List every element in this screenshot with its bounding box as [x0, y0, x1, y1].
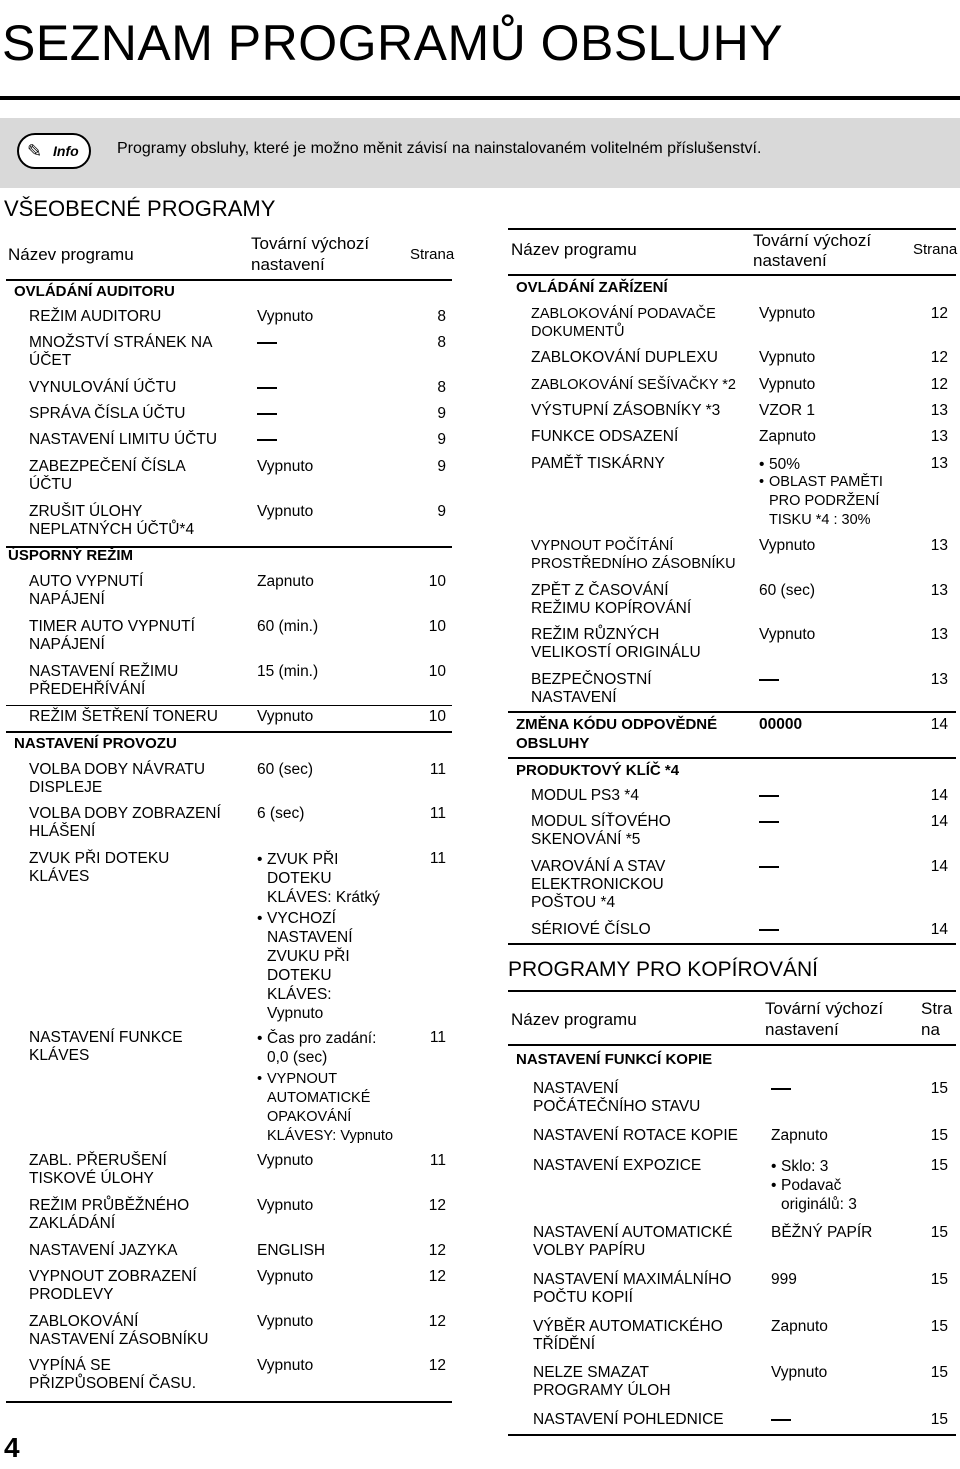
- row-job-programs-page: 15: [930, 1364, 948, 1381]
- row-output-trays-page: 13: [930, 402, 948, 419]
- copy-col-default-header-2: nastavení: [765, 1020, 839, 1039]
- row-interrupt-lock-name: ZABL. PŘERUŠENÍ TISKOVÉ ÚLOHY: [29, 1152, 167, 1187]
- table-rule: [508, 1044, 956, 1046]
- right-col-default-header-2: nastavení: [753, 251, 827, 270]
- row-time-adjust-name: VYPÍNÁ SE PŘIZPŮSOBENÍ ČASU.: [29, 1357, 197, 1392]
- row-card-shot-page: 15: [930, 1411, 948, 1428]
- row-cancel-invalid-jobs-page: 9: [437, 503, 446, 520]
- group-copy: NASTAVENÍ FUNKCÍ KOPIE: [516, 1051, 713, 1068]
- row-mixed-originals-name: REŽIM RŮZNÝCH VELIKOSTÍ ORIGINÁLU: [531, 626, 701, 661]
- row-exposure-page: 15: [930, 1157, 948, 1174]
- right-col-page-header: Strana: [913, 241, 958, 258]
- row-output-trays-default: VZOR 1: [759, 402, 815, 419]
- row-job-programs-default: Vypnuto: [771, 1364, 828, 1381]
- row-ps3-name: MODUL PS3 *4: [531, 787, 639, 804]
- row-auditor-mode-name: REŽIM AUDITORU: [29, 308, 162, 325]
- row-security-name: BEZPEČNOSTNÍ NASTAVENÍ: [531, 671, 652, 706]
- row-rotation-page: 15: [930, 1127, 948, 1144]
- row-output-trays-name: VÝSTUPNÍ ZÁSOBNÍKY *3: [531, 402, 721, 419]
- table-rule: [508, 943, 956, 945]
- row-tray-lock-page: 12: [428, 1313, 446, 1330]
- row-serial-default: [759, 921, 779, 939]
- row-message-time-page: 11: [429, 805, 446, 822]
- row-display-return-name: VOLBA DOBY NÁVRATU DISPLEJE: [29, 761, 206, 796]
- row-mixed-originals-page: 13: [930, 626, 948, 643]
- row-continuous-feed-name: REŽIM PRŮBĚŽNÉHO ZAKLÁDÁNÍ: [29, 1197, 190, 1232]
- bullet-mark: •: [257, 1030, 263, 1047]
- col-name-header: Název programu: [8, 245, 134, 264]
- group-device: OVLÁDÁNÍ ZAŘÍZENÍ: [516, 279, 668, 296]
- row-interrupt-lock-default: Vypnuto: [257, 1152, 314, 1169]
- col-page-header: Strana: [410, 246, 455, 263]
- row-duplex-lock-default: Vypnuto: [759, 349, 816, 366]
- row-continuous-feed-default: Vypnuto: [257, 1197, 314, 1214]
- row-account-limit-page: 9: [437, 431, 446, 448]
- row-auto-sort-page: 15: [930, 1318, 948, 1335]
- bullet-mark: •: [759, 474, 765, 490]
- bullet-mark: •: [771, 1158, 777, 1175]
- copy-col-page-header-1: Stra: [921, 999, 953, 1018]
- row-auto-power-timer-default: 60 (min.): [257, 618, 319, 635]
- row-auto-power-off-name: AUTO VYPNUTÍ NAPÁJENÍ: [29, 573, 144, 608]
- copy-col-default-header-1: Tovární výchozí: [765, 999, 884, 1018]
- row-message-time-name: VOLBA DOBY ZOBRAZENÍ HLÁŠENÍ: [29, 805, 221, 840]
- row-feeder-lock-name: ZABLOKOVÁNÍ PODAVAČE DOKUMENTŮ: [531, 306, 716, 340]
- bullet-mark: •: [771, 1177, 777, 1194]
- copy-col-name-header: Název programu: [511, 1010, 637, 1029]
- row-duplex-lock-page: 12: [930, 349, 948, 366]
- row-initial-status-default: [771, 1080, 791, 1098]
- row-account-security-default: Vypnuto: [257, 458, 314, 475]
- group-auditor: OVLÁDÁNÍ AUDITORU: [14, 283, 175, 300]
- row-pages-per-account-page: 8: [437, 334, 446, 351]
- row-max-copies-page: 15: [930, 1271, 948, 1288]
- section-general-title: VŠEOBECNÉ PROGRAMY: [4, 196, 276, 221]
- bullet-mark: •: [759, 456, 765, 473]
- row-pages-per-account-default: [257, 334, 277, 352]
- dash-mark: [257, 413, 277, 415]
- row-middle-tray-count-name: VYPNOUT POČÍTÁNÍ PROSTŘEDNÍHO ZÁSOBNÍKU: [531, 538, 736, 572]
- right-col-default-header-1: Tovární výchozí: [753, 231, 872, 250]
- table-rule: [6, 731, 452, 733]
- row-cancel-invalid-jobs-default: Vypnuto: [257, 503, 314, 520]
- info-text: Programy obsluhy, které je možno měnit závisí na nainstalovaném volitelném příslušenství.: [117, 140, 762, 157]
- table-rule: [508, 757, 956, 759]
- row-account-limit-default: [257, 431, 277, 449]
- dash-mark: [759, 679, 779, 681]
- table-rule: [508, 274, 956, 276]
- row-account-number-page: 9: [437, 405, 446, 422]
- key-function-bullet-1-text: Čas pro zadání: 0,0 (sec): [267, 1030, 377, 1066]
- row-account-number-name: SPRÁVA ČÍSLA ÚČTU: [29, 405, 186, 422]
- info-banner: [0, 118, 960, 188]
- col-default-header-2: nastavení: [251, 255, 325, 274]
- dash-mark: [257, 342, 277, 344]
- row-serial-page: 14: [930, 921, 948, 938]
- row-ps3-page: 14: [930, 787, 948, 804]
- row-security-default: [759, 671, 779, 689]
- row-middle-tray-count-page: 13: [930, 537, 948, 554]
- row-time-adjust-page: 12: [428, 1357, 446, 1374]
- row-offset-page: 13: [930, 428, 948, 445]
- col-default-header-1: Tovární výchozí: [251, 234, 370, 253]
- row-ps3-default: [759, 787, 779, 805]
- exposure-bullet-2-text: Podavač originálů: 3: [781, 1177, 857, 1213]
- operator-code-default: 00000: [759, 716, 803, 733]
- row-exposure-name: NASTAVENÍ EXPOZICE: [533, 1157, 702, 1174]
- page-title: SEZNAM PROGRAMŮ OBSLUHY: [2, 15, 784, 71]
- dash-mark: [759, 821, 779, 823]
- row-max-copies-default: 999: [771, 1271, 797, 1288]
- header-rule: [6, 279, 452, 281]
- section-copy-title: PROGRAMY PRO KOPÍROVÁNÍ: [508, 958, 819, 981]
- row-auto-paper-default: BĚŽNÝ PAPÍR: [771, 1224, 873, 1241]
- memory-bullet-2-text: OBLAST PAMĚTI PRO PODRŽENÍ TISKU *4 : 30%: [769, 474, 883, 528]
- row-time-adjust-default: Vypnuto: [257, 1357, 314, 1374]
- row-copy-timeout-page: 13: [930, 582, 948, 599]
- key-sound-bullet-1-text: ZVUK PŘI DOTEKU KLÁVES: Krátký: [267, 851, 380, 906]
- info-label: Info: [53, 143, 79, 159]
- row-language-name: NASTAVENÍ JAZYKA: [29, 1242, 178, 1259]
- row-stapler-lock-name: ZABLOKOVÁNÍ SEŠÍVAČKY *2: [531, 377, 736, 393]
- row-email-alert-page: 14: [930, 858, 948, 875]
- bullet-mark: •: [257, 910, 263, 927]
- row-language-page: 12: [428, 1242, 446, 1259]
- row-auditor-mode-default: Vypnuto: [257, 308, 314, 325]
- row-display-return-default: 60 (sec): [257, 761, 313, 778]
- row-continuous-feed-page: 12: [428, 1197, 446, 1214]
- row-printer-memory-page: 13: [930, 455, 948, 472]
- row-initial-status-page: 15: [930, 1080, 948, 1097]
- row-offset-name: FUNKCE ODSAZENÍ: [531, 428, 679, 445]
- row-toner-save-page: 10: [428, 708, 446, 725]
- row-copy-timeout-default: 60 (sec): [759, 582, 815, 599]
- row-security-page: 13: [930, 671, 948, 688]
- row-pages-per-account-name: MNOŽSTVÍ STRÁNEK NA ÚČET: [29, 334, 213, 369]
- row-offset-default: Zapnuto: [759, 428, 816, 445]
- dash-mark: [257, 387, 277, 389]
- row-message-time-default: 6 (sec): [257, 805, 305, 822]
- row-duplex-lock-name: ZABLOKOVÁNÍ DUPLEXU: [531, 349, 718, 366]
- row-initial-status-name: NASTAVENÍ POČÁTEČNÍHO STAVU: [533, 1080, 701, 1115]
- table-rule: [6, 1401, 452, 1403]
- bullet-mark: •: [257, 851, 263, 868]
- group-operation: NASTAVENÍ PROVOZU: [14, 735, 177, 752]
- row-reset-account-default: [257, 379, 277, 397]
- right-col-name-header: Název programu: [511, 240, 637, 259]
- row-key-function-page: 11: [429, 1029, 446, 1046]
- operator-code-page: 14: [930, 716, 948, 733]
- row-feeder-lock-page: 12: [930, 305, 948, 322]
- row-account-limit-name: NASTAVENÍ LIMITU ÚČTU: [29, 431, 218, 448]
- row-preheat-name: NASTAVENÍ REŽIMU PŘEDEHŘÍVÁNÍ: [29, 663, 179, 698]
- dash-mark: [759, 866, 779, 868]
- page-number: 4: [4, 1432, 20, 1463]
- row-account-number-default: [257, 405, 277, 423]
- row-cancel-invalid-jobs-name: ZRUŠIT ÚLOHY NEPLATNÝCH ÚČTŮ*4: [29, 503, 195, 538]
- row-auto-power-timer-name: TIMER AUTO VYPNUTÍ NAPÁJENÍ: [29, 618, 195, 653]
- group-product-key: PRODUKTOVÝ KLÍČ *4: [516, 762, 680, 779]
- row-account-security-name: ZABEZPEČENÍ ČÍSLA ÚČTU: [29, 458, 186, 493]
- row-key-touch-sound-page: 11: [429, 850, 446, 867]
- table-rule: [508, 228, 956, 230]
- dash-mark: [257, 439, 277, 441]
- bullet-mark: •: [257, 1071, 263, 1087]
- row-delay-display-name: VYPNOUT ZOBRAZENÍ PRODLEVY: [29, 1268, 197, 1303]
- group-energy: ÚSPORNÝ REŽIM: [8, 547, 134, 564]
- row-network-scan-name: MODUL SÍŤOVÉHO SKENOVÁNÍ *5: [531, 813, 671, 848]
- row-network-scan-page: 14: [930, 813, 948, 830]
- row-auto-sort-name: VÝBĚR AUTOMATICKÉHO TŘÍDĚNÍ: [533, 1318, 723, 1353]
- row-preheat-page: 10: [428, 663, 446, 680]
- row-interrupt-lock-page: 11: [429, 1152, 446, 1169]
- row-serial-name: SÉRIOVÉ ČÍSLO: [531, 921, 651, 938]
- row-rotation-default: Zapnuto: [771, 1127, 828, 1144]
- dash-mark: [759, 929, 779, 931]
- row-rotation-name: NASTAVENÍ ROTACE KOPIE: [533, 1127, 738, 1144]
- row-tray-lock-name: ZABLOKOVÁNÍ NASTAVENÍ ZÁSOBNÍKU: [29, 1313, 209, 1348]
- copy-col-page-header-2: na: [921, 1020, 940, 1039]
- row-printer-memory-name: PAMĚŤ TISKÁRNY: [531, 455, 665, 472]
- row-job-programs-name: NELZE SMAZAT PROGRAMY ÚLOH: [533, 1364, 671, 1399]
- row-card-shot-name: NASTAVENÍ POHLEDNICE: [533, 1411, 724, 1428]
- row-card-shot-default: [771, 1411, 791, 1429]
- pencil-icon: ✎: [27, 141, 43, 161]
- key-function-bullet-2-text: VYPNOUT AUTOMATICKÉ OPAKOVÁNÍ KLÁVESY: Vypnuto: [267, 1071, 394, 1144]
- row-middle-tray-count-default: Vypnuto: [759, 537, 816, 554]
- row-delay-display-default: Vypnuto: [257, 1268, 314, 1285]
- row-auto-power-off-page: 10: [428, 573, 446, 590]
- row-auditor-mode-page: 8: [437, 308, 446, 325]
- row-auto-paper-name: NASTAVENÍ AUTOMATICKÉ VOLBY PAPÍRU: [533, 1224, 733, 1259]
- table-rule: [508, 711, 956, 713]
- table-rule: [508, 990, 956, 992]
- row-toner-save-default: Vypnuto: [257, 708, 314, 725]
- row-copy-timeout-name: ZPĚT Z ČASOVÁNÍ REŽIMU KOPÍROVÁNÍ: [531, 582, 692, 617]
- row-account-security-page: 9: [437, 458, 446, 475]
- dash-mark: [771, 1088, 791, 1090]
- row-mixed-originals-default: Vypnuto: [759, 626, 816, 643]
- memory-bullet-1-text: 50%: [769, 456, 801, 473]
- row-language-default: ENGLISH: [257, 1242, 326, 1259]
- table-rule: [508, 1434, 956, 1436]
- row-toner-save-name: REŽIM ŠETŘENÍ TONERU: [29, 708, 218, 725]
- table-rule: [6, 705, 452, 706]
- row-auto-paper-page: 15: [930, 1224, 948, 1241]
- row-feeder-lock-default: Vypnuto: [759, 305, 816, 322]
- row-max-copies-name: NASTAVENÍ MAXIMÁLNÍHO POČTU KOPIÍ: [533, 1271, 732, 1306]
- row-delay-display-page: 12: [428, 1268, 446, 1285]
- row-preheat-default: 15 (min.): [257, 663, 319, 680]
- row-key-function-name: NASTAVENÍ FUNKCE KLÁVES: [29, 1029, 183, 1064]
- dash-mark: [771, 1419, 791, 1421]
- row-auto-power-off-default: Zapnuto: [257, 573, 314, 590]
- row-tray-lock-default: Vypnuto: [257, 1313, 314, 1330]
- row-display-return-page: 11: [429, 761, 446, 778]
- title-rule: [0, 96, 960, 100]
- group-operator-code: ZMĚNA KÓDU ODPOVĚDNÉ OBSLUHY: [516, 716, 718, 752]
- row-stapler-lock-default: Vypnuto: [759, 376, 816, 393]
- row-auto-sort-default: Zapnuto: [771, 1318, 828, 1335]
- row-reset-account-page: 8: [437, 379, 446, 396]
- info-badge: [17, 133, 91, 169]
- dash-mark: [759, 795, 779, 797]
- row-reset-account-name: VYNULOVÁNÍ ÚČTU: [29, 379, 177, 396]
- row-email-alert-default: [759, 858, 779, 876]
- row-auto-power-timer-page: 10: [428, 618, 446, 635]
- exposure-bullet-1-text: Sklo: 3: [781, 1158, 829, 1175]
- row-key-touch-sound-name: ZVUK PŘI DOTEKU KLÁVES: [29, 850, 170, 885]
- row-stapler-lock-page: 12: [930, 376, 948, 393]
- row-email-alert-name: VAROVÁNÍ A STAV ELEKTRONICKOU POŠTOU *4: [531, 858, 666, 911]
- key-sound-bullet-2-text: VYCHOZÍ NASTAVENÍ ZVUKU PŘI DOTEKU KLÁVES: Vypnuto: [267, 910, 353, 1022]
- row-network-scan-default: [759, 813, 779, 831]
